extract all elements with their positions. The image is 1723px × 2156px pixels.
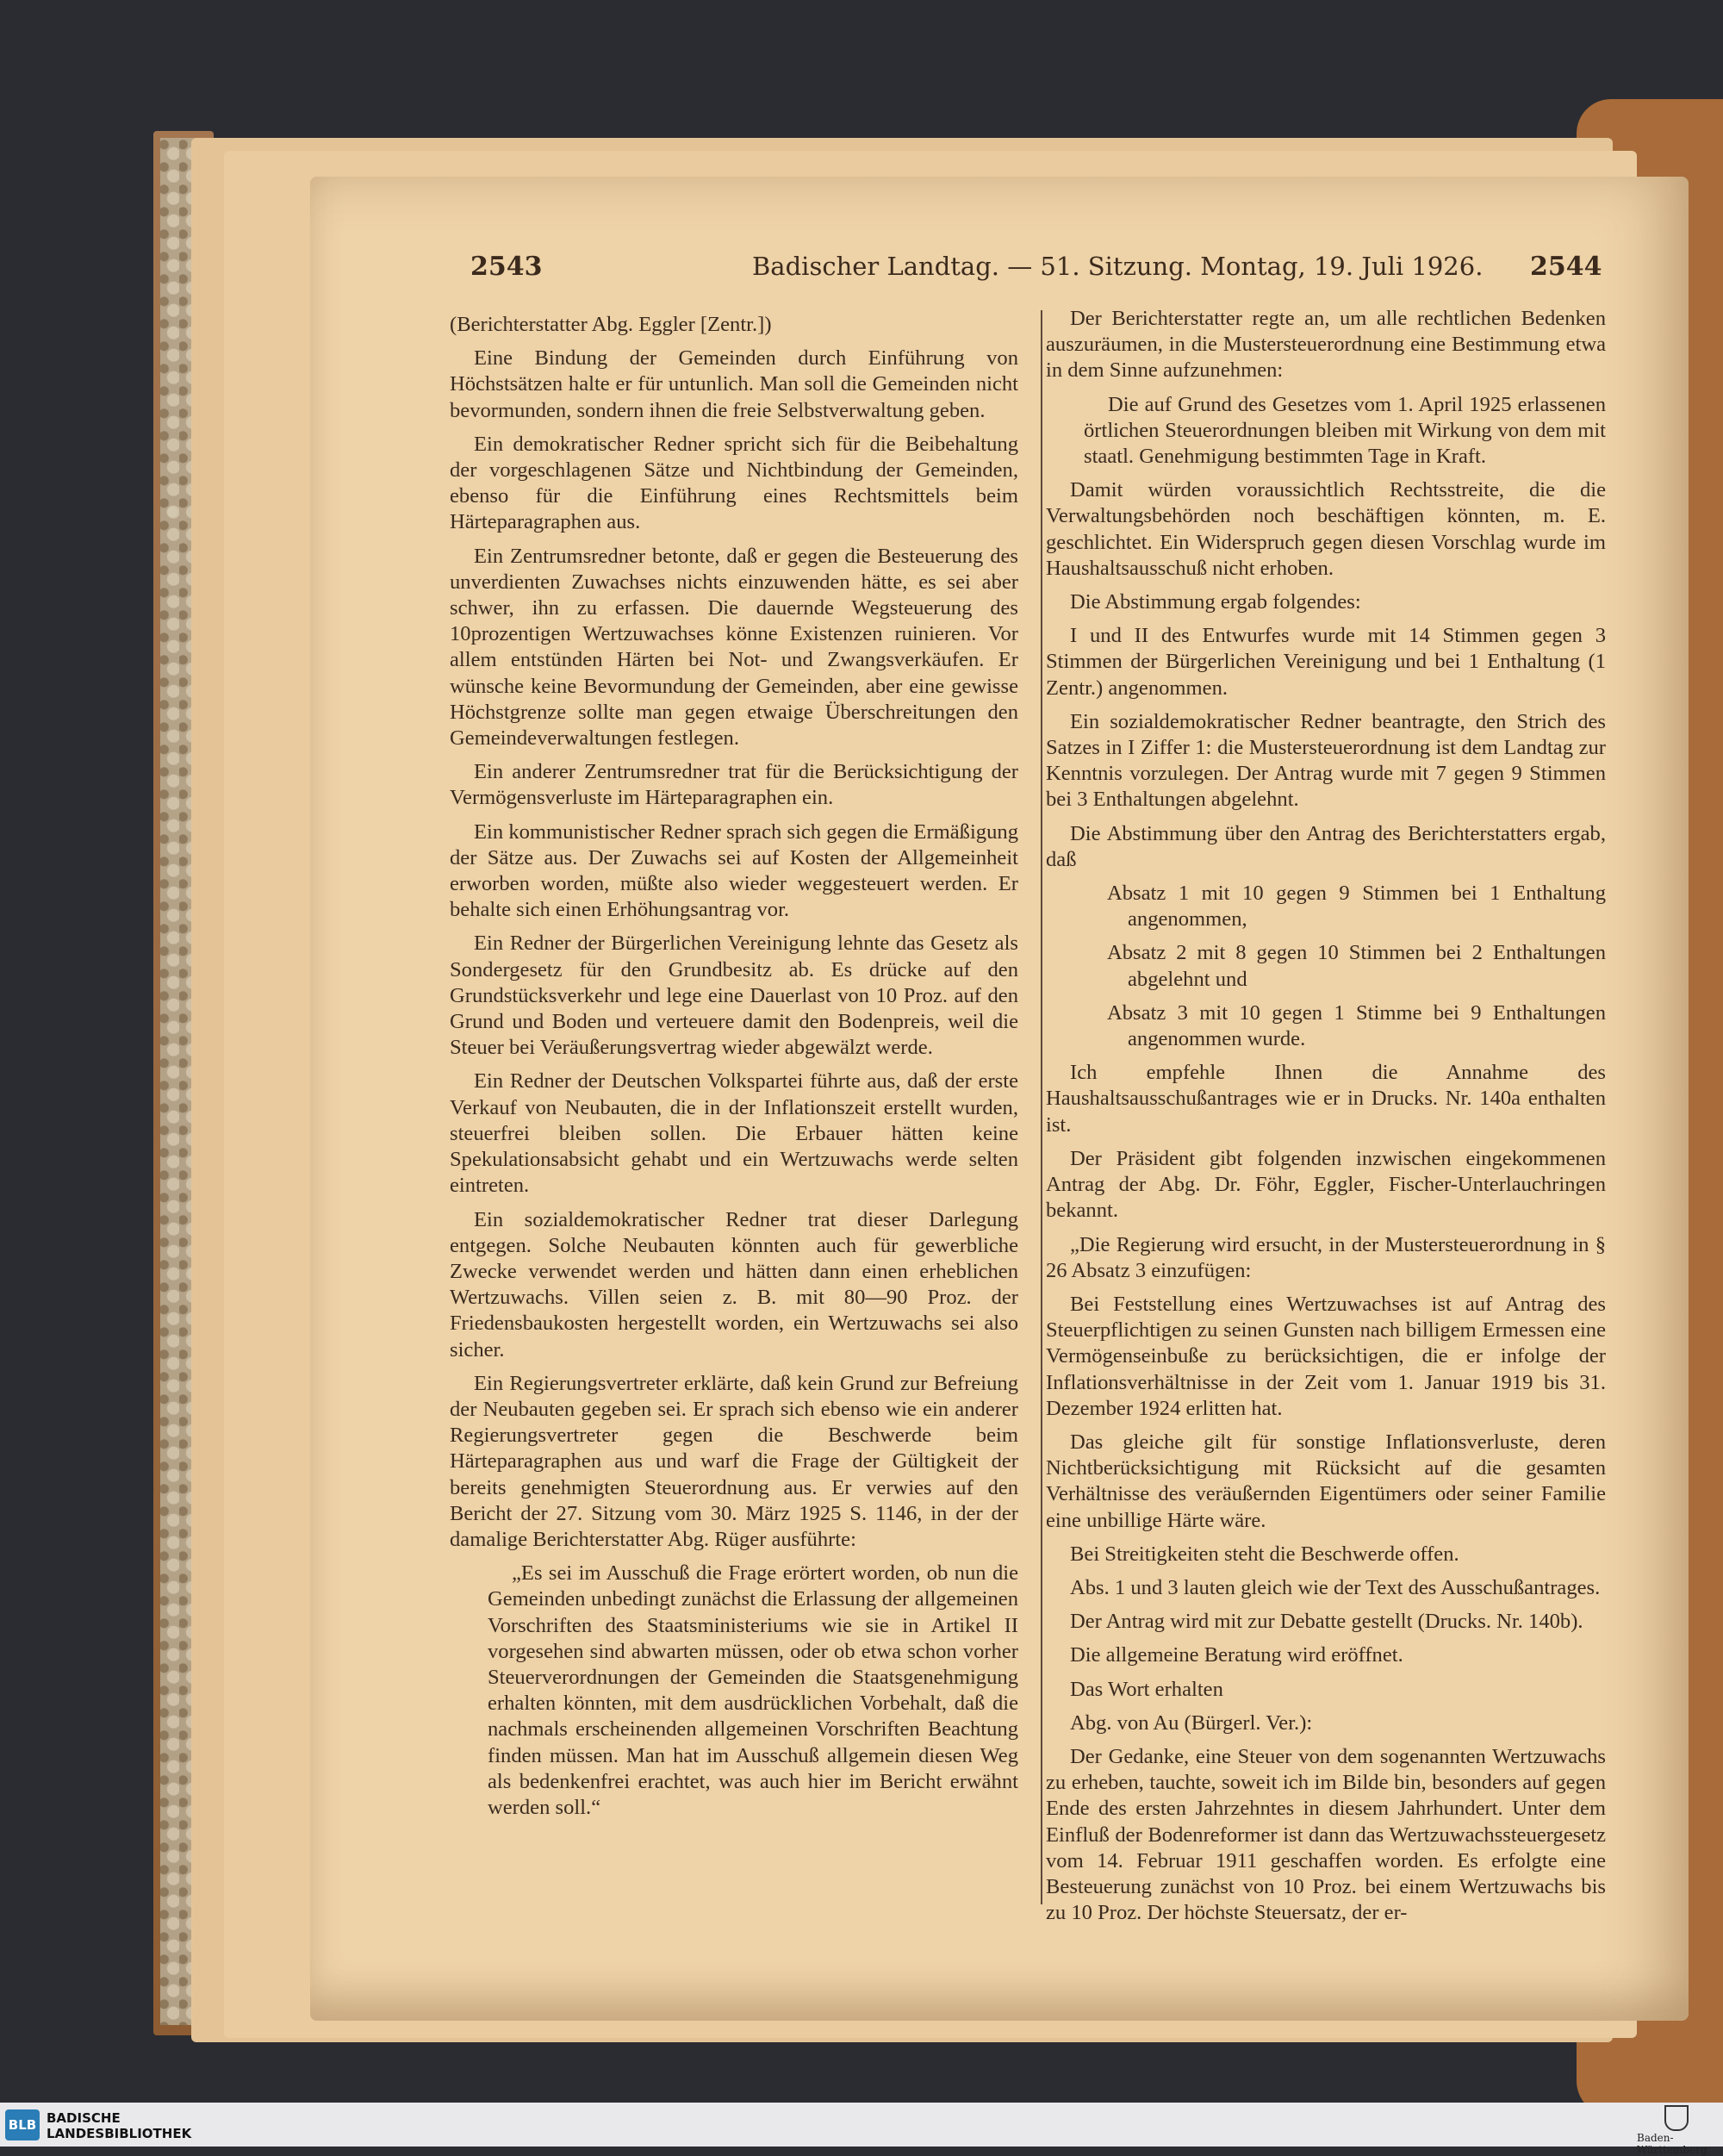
right-paragraph: Der Antrag wird mit zur Debatte gestellt (Drucks. Nr. 140b). bbox=[1070, 1610, 1583, 1634]
right-quote: Die auf Grund des Gesetzes vom 1. April 1925 erlassenen örtlichen Steuerordnungen bleiben mit Wirkung von dem mit staatl. Genehmigung bestimmten Tage in Kraft. bbox=[1084, 392, 1606, 469]
speaker-line: Abg. von Au (Bürgerl. Ver.): bbox=[1070, 1710, 1313, 1735]
left-paragraph: Ein kommunistischer Redner sprach sich gegen die Ermäßigung der Sätze aus. Der Zuwachs sei auf Kosten der Allgemeinheit erworben worden, müßte also wieder weggesteuert werden. Er behalte sich einen Erhöhungsantrag vor. bbox=[450, 819, 1018, 922]
right-paragraph: Der Berichterstatter regte an, um alle rechtlichen Bedenken auszuräumen, in die Mustersteuerordnung eine Bestimmung etwa in dem Sinne aufzunehmen: bbox=[1046, 307, 1606, 383]
right-paragraph: Die Abstimmung über den Antrag des Berichterstatters ergab, daß bbox=[1046, 821, 1606, 871]
left-paragraph: Ein Redner der Bürgerlichen Vereinigung lehnte das Gesetz als Sondergesetz für den Grundbesitz ab. Es drücke auf den Grundstücksverkehr und lege eine Dauerlast von 10 Proz. auf den Grund und Boden und verteuere damit den Bodenpreis, weil die Steuer bei Veräußerungsvertrag wieder abgewälzt werde. bbox=[450, 932, 1018, 1060]
right-paragraph: Die allgemeine Beratung wird eröffnet. bbox=[1070, 1643, 1403, 1667]
page-number-right: 2544 bbox=[1530, 252, 1602, 282]
right-paragraph: Die Abstimmung ergab folgendes: bbox=[1070, 590, 1361, 614]
library-name-line1: BADISCHE bbox=[47, 2110, 121, 2126]
left-paragraph: Ein Zentrumsredner betonte, daß er gegen die Besteuerung des unverdienten Zuwachses nichts einzuwenden hätte, es sei aber schwer, ihn zu erfassen. Die dauernde Wegsteuerung des 10prozentigen Wertzuwachses könne Existenzen ruinieren. Vor allem entstünden Härten bei Not- und Zwangsverkäufen. Er wünsche keine Bevormundung der Gemeinden, aber eine gewisse Höchstgrenze sollte man gegen etwaige Überschreitungen den Gemeindeverwaltungen festlegen. bbox=[450, 544, 1018, 751]
left-paragraph: Eine Bindung der Gemeinden durch Einführung von Höchstsätzen halte er für untunlich. Man soll die Gemeinden nicht bevormunden, sondern ihnen die freie Selbstverwaltung geben. bbox=[450, 346, 1018, 422]
right-paragraph: Bei Streitigkeiten steht die Beschwerde offen. bbox=[1070, 1542, 1459, 1566]
right-paragraph: Bei Feststellung eines Wertzuwachses ist auf Antrag des Steuerpflichtigen zu seinen Gunsten nach billigem Ermessen eine Vermögenseinbuße zu berücksichtigen, die er infolge der Inflationsverhältnisse in der Zeit vom 1. Januar 1919 bis 31. Dezember 1924 erlitten hat. bbox=[1046, 1292, 1606, 1420]
running-header: Badischer Landtag. — 51. Sitzung. Montag, 19. Juli 1926. bbox=[752, 252, 1484, 281]
vote-item: Absatz 1 mit 10 gegen 9 Stimmen bei 1 Enthaltung angenommen, bbox=[1107, 882, 1606, 932]
right-paragraph: Ich empfehle Ihnen die Annahme des Haushaltsausschußantrages wie er in Drucks. Nr. 140a enthalten ist. bbox=[1046, 1061, 1606, 1137]
blb-logo[interactable]: BLB bbox=[5, 2109, 40, 2140]
right-paragraph: Das Wort erhalten bbox=[1070, 1677, 1223, 1701]
left-paragraph: Ein sozialdemokratischer Redner trat dieser Darlegung entgegen. Solche Neubauten könnten auch für gewerbliche Zwecke verwendet werden und hätten dann einen erheblichen Wertzuwachs. Villen seien z. B. mit 80—90 Proz. der Friedensbaukosten hergestellt worden, ein Wertzuwachs sei also sicher. bbox=[450, 1207, 1018, 1362]
right-paragraph: Abs. 1 und 3 lauten gleich wie der Text des Ausschußantrages. bbox=[1070, 1575, 1601, 1599]
right-paragraph: I und II des Entwurfes wurde mit 14 Stimmen gegen 3 Stimmen der Bürgerlichen Vereinigung und bei 1 Enthaltung (1 Zentr.) angenommen. bbox=[1046, 624, 1606, 700]
column-divider bbox=[1041, 310, 1042, 1904]
footer-bar bbox=[0, 2103, 1723, 2147]
right-paragraph: Ein sozialdemokratischer Redner beantragte, den Strich des Satzes in I Ziffer 1: die Mustersteuerordnung ist dem Landtag zur Kenntnis vorzulegen. Der Antrag wurde mit 7 gegen 9 Stimmen bei 3 Enthaltungen abgelehnt. bbox=[1046, 709, 1606, 812]
page-number-left: 2543 bbox=[470, 252, 543, 282]
left-quote: „Es sei im Ausschuß die Frage erörtert worden, ob nun die Gemeinden unbedingt zunächst die Erlassung der allgemeinen Vorschriften des Staatsministeriums wie sie in Artikel II vorgesehen sind abwarten müssen, oder ob etwa schon vorher Steuerverordnungen der Gemeinden die Staatsgenehmigung erhalten könnten, mit dem ausdrücklichen Vorbehalt, daß die nachmals erscheinenden allgemeinen Vorschriften Beachtung finden müssen. Man hat im Ausschuß allgemein diesen Weg als bedenkenfrei erachtet, was auch hier im Bericht erwähnt werden soll.“ bbox=[488, 1561, 1018, 1819]
state-crest-icon bbox=[1664, 2105, 1689, 2131]
state-label: Baden-Württemberg bbox=[1637, 2132, 1707, 2156]
library-name bbox=[47, 2110, 191, 2141]
left-paragraph: (Berichterstatter Abg. Eggler [Zentr.]) bbox=[450, 313, 772, 336]
vote-item: Absatz 2 mit 8 gegen 10 Stimmen bei 2 Enthaltungen abgelehnt und bbox=[1107, 941, 1606, 991]
vote-item: Absatz 3 mit 10 gegen 1 Stimme bei 9 Enthaltungen angenommen wurde. bbox=[1107, 1000, 1606, 1051]
left-paragraph: Ein Regierungsvertreter erklärte, daß kein Grund zur Befreiung der Neubauten gegeben sei. Er sprach sich ebenso wie ein anderer Regierungsvertreter gegen die Beschwerde beim Härteparagraphen aus und warf die Frage der Gültigkeit der bereits genehmigten Steuerordnung aus. Er verwies auf den Bericht der 27. Sitzung vom 30. März 1925 S. 1146, in der der damalige Berichterstatter Abg. Rüger ausführte: bbox=[450, 1371, 1018, 1551]
right-paragraph: Das gleiche gilt für sonstige Inflationsverluste, deren Nichtberücksichtigung mit Rücksicht auf die gesamten Verhältnisse des veräußernden Eigentümers oder seiner Familie eine unbillige Härte wäre. bbox=[1046, 1430, 1606, 1532]
right-paragraph: Der Gedanke, eine Steuer von dem sogenannten Wertzuwachs zu erheben, tauchte, soweit ich im Bilde bin, besonders auf gegen Ende des ersten Jahrzehntes in diesem Jahrhundert. Unter dem Einfluß der Bodenreformer ist dann das Wertzuwachssteuergesetz vom 14. Februar 1911 geschaffen worden. Es erfolgte eine Besteuerung zunächst von 10 Proz. bei einem Wertzuwachs bis zu 10 Proz. Der höchste Steuersatz, der er- bbox=[1046, 1744, 1606, 1925]
left-paragraph: Ein Redner der Deutschen Volkspartei führte aus, daß der erste Verkauf von Neubauten, die in der Inflationszeit erstellt wurden, steuerfrei bleiben sollen. Die Erbauer hätten keine Spekulationsabsicht gehabt und ein Wertzuwachs werde selten eintreten. bbox=[450, 1069, 1018, 1198]
left-paragraph: Ein demokratischer Redner spricht sich für die Beibehaltung der vorgeschlagenen Sätze und Nichtbindung der Gemeinden, ebenso für die Einführung eines Rechtsmittels beim Härteparagraphen aus. bbox=[450, 432, 1018, 534]
right-column bbox=[1046, 306, 1606, 1934]
left-paragraph: Ein anderer Zentrumsredner trat für die Berücksichtigung der Vermögensverluste im Härteparagraphen ein. bbox=[450, 760, 1018, 810]
right-paragraph: Der Präsident gibt folgenden inzwischen eingekommenen Antrag der Abg. Dr. Föhr, Eggler, Fischer-Unterlauchringen bekannt. bbox=[1046, 1146, 1606, 1223]
left-column bbox=[450, 312, 1018, 1829]
right-paragraph: Damit würden voraussichtlich Rechtsstreite, die die Verwaltungsbehörden noch beschäftigen könnten, m. E. geschlichtet. Ein Widerspruch gegen diesen Vorschlag wurde im Haushaltsausschuß nicht erhoben. bbox=[1046, 478, 1606, 580]
library-name-line2: LANDESBIBLIOTHEK bbox=[47, 2126, 192, 2141]
right-paragraph: „Die Regierung wird ersucht, in der Mustersteuerordnung in § 26 Absatz 3 einzufügen: bbox=[1046, 1232, 1606, 1282]
